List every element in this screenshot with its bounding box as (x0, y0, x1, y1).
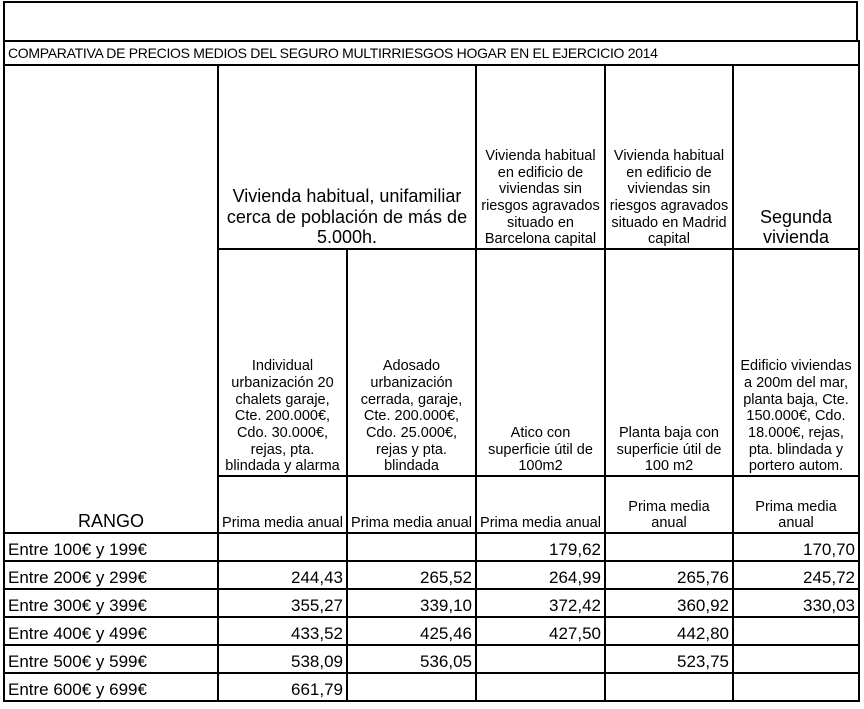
value-cell: 661,79 (218, 673, 347, 701)
row-label: Entre 200€ y 299€ (4, 561, 218, 589)
table-row (4, 617, 859, 645)
header-madrid: Vivienda habitual en edificio de viviendas sin riesgos agravados situado en Madrid capital (605, 65, 733, 249)
value-cell: 523,75 (605, 645, 733, 673)
subheader-edificio: Edificio viviendas a 200m del mar, planta baja, Cte. 150.000€, Cdo. 18.000€, rejas, pta. blindada y portero autom. (733, 249, 859, 476)
prima-header: Prima media anual (605, 476, 733, 533)
value-cell (605, 673, 733, 701)
value-cell (733, 645, 859, 673)
value-cell: 339,10 (347, 589, 476, 617)
prima-header: Prima media anual (347, 476, 476, 533)
prima-header: Prima media anual (218, 476, 347, 533)
value-cell: 442,80 (605, 617, 733, 645)
value-cell (476, 645, 605, 673)
value-cell: 355,27 (218, 589, 347, 617)
table-row (4, 561, 859, 589)
value-cell (605, 533, 733, 561)
price-comparison-table (3, 40, 860, 702)
value-cell: 265,52 (347, 561, 476, 589)
table-row (4, 589, 859, 617)
rango-header: RANGO (4, 65, 218, 533)
row-label: Entre 300€ y 399€ (4, 589, 218, 617)
value-cell: 330,03 (733, 589, 859, 617)
value-cell: 372,42 (476, 589, 605, 617)
value-cell: 170,70 (733, 533, 859, 561)
value-cell: 264,99 (476, 561, 605, 589)
value-cell: 425,46 (347, 617, 476, 645)
table-frame-top (3, 1, 858, 41)
value-cell (733, 617, 859, 645)
value-cell (347, 533, 476, 561)
row-label: Entre 600€ y 699€ (4, 673, 218, 701)
table-row (4, 673, 859, 701)
prima-header: Prima media anual (476, 476, 605, 533)
value-cell (218, 533, 347, 561)
table-row (4, 533, 859, 561)
subheader-adosado: Adosado urbanización cerrada, garaje, Cte. 200.000€, Cdo. 25.000€, rejas y pta. blindada (347, 249, 476, 476)
subheader-atico: Atico con superficie útil de 100m2 (476, 249, 605, 476)
value-cell: 433,52 (218, 617, 347, 645)
header-barcelona: Vivienda habitual en edificio de viviendas sin riesgos agravados situado en Barcelona capital (476, 65, 605, 249)
value-cell: 427,50 (476, 617, 605, 645)
value-cell: 265,76 (605, 561, 733, 589)
subheader-individual: Individual urbanización 20 chalets garaje, Cte. 200.000€, Cdo. 30.000€, rejas, pta. blindada y alarma (218, 249, 347, 476)
value-cell (476, 673, 605, 701)
value-cell: 244,43 (218, 561, 347, 589)
value-cell: 536,05 (347, 645, 476, 673)
value-cell (347, 673, 476, 701)
value-cell: 179,62 (476, 533, 605, 561)
value-cell: 360,92 (605, 589, 733, 617)
subheader-planta-baja: Planta baja con superficie útil de 100 m2 (605, 249, 733, 476)
header-unifamiliar: Vivienda habitual, unifamiliar cerca de población de más de 5.000h. (218, 65, 476, 249)
table-title: COMPARATIVA DE PRECIOS MEDIOS DEL SEGURO MULTIRRIESGOS HOGAR EN EL EJERCICIO 2014 (4, 41, 859, 65)
row-label: Entre 100€ y 199€ (4, 533, 218, 561)
row-label: Entre 400€ y 499€ (4, 617, 218, 645)
prima-header: Prima media anual (733, 476, 859, 533)
value-cell: 245,72 (733, 561, 859, 589)
row-label: Entre 500€ y 599€ (4, 645, 218, 673)
header-segunda-vivienda: Segunda vivienda (733, 65, 859, 249)
table-row (4, 645, 859, 673)
value-cell: 538,09 (218, 645, 347, 673)
value-cell (733, 673, 859, 701)
